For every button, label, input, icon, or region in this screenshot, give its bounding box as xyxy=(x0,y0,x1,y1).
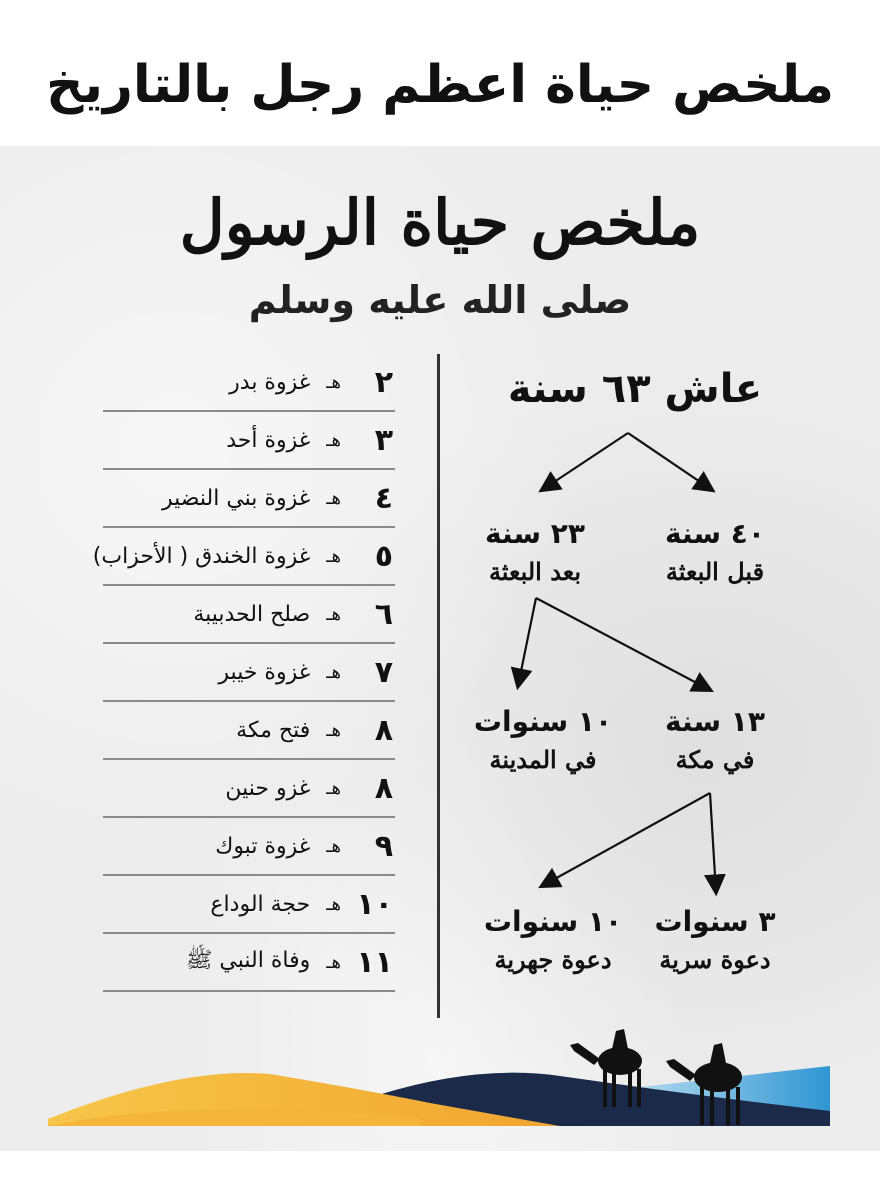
node-medina xyxy=(468,702,618,778)
timeline-year: ٤ xyxy=(374,480,393,516)
hijri-unit: هـ xyxy=(326,487,341,509)
timeline-year: ٢ xyxy=(374,364,393,400)
hijri-unit: هـ xyxy=(326,661,341,683)
page-title: ملخص حياة اعظم رجل بالتاريخ xyxy=(45,55,835,115)
hijri-unit: هـ xyxy=(326,951,341,973)
hijri-unit: هـ xyxy=(326,777,341,799)
timeline-event: غزو حنين xyxy=(225,775,311,801)
hijri-unit: هـ xyxy=(326,371,341,393)
timeline-year: ٥ xyxy=(374,538,393,574)
poster-title: ملخص حياة الرسول xyxy=(179,186,701,259)
hijri-unit: هـ xyxy=(326,545,341,567)
node-years: ٣ سنوات xyxy=(654,905,776,938)
hijri-unit: هـ xyxy=(326,719,341,741)
node-label: دعوة جهرية xyxy=(494,945,612,974)
node-label: بعد البعثة xyxy=(488,557,582,586)
timeline-event: غزوة بني النضير xyxy=(162,485,311,511)
timeline-event: غزوة الخندق ( الأحزاب) xyxy=(92,543,311,569)
timeline-event: فتح مكة xyxy=(236,717,311,743)
node-before-prophethood xyxy=(650,514,780,590)
node-years: ٢٣ سنة xyxy=(485,517,585,550)
arrow-to-mecca xyxy=(536,598,710,690)
node-after-prophethood xyxy=(470,514,600,590)
node-years: ٤٠ سنة xyxy=(665,517,765,550)
arrow-to-secret xyxy=(710,793,716,892)
node-secret-call xyxy=(645,902,785,978)
timeline-year: ٨ xyxy=(374,712,393,748)
timeline-event: غزوة بدر xyxy=(229,369,311,395)
node-label: قبل البعثة xyxy=(665,557,765,586)
node-years: ١٠ سنوات xyxy=(473,705,613,738)
node-label: في المدينة xyxy=(489,745,597,774)
timeline-event: غزوة تبوك xyxy=(215,833,311,859)
node-mecca xyxy=(650,702,780,778)
node-years: ١٣ سنة xyxy=(665,705,765,738)
hijri-unit: هـ xyxy=(326,603,341,625)
hijri-unit: هـ xyxy=(326,835,341,857)
timeline-event: غزوة أحد xyxy=(226,427,311,453)
timeline-year: ٦ xyxy=(374,596,393,632)
arrow-to-after xyxy=(542,433,628,490)
node-label: دعوة سرية xyxy=(659,945,771,974)
timeline-event: صلح الحدبيبة xyxy=(193,601,311,627)
arrow-to-medina xyxy=(518,598,536,686)
desert-illustration xyxy=(0,1001,880,1151)
timeline-year: ١٠ xyxy=(356,886,393,922)
timeline-year: ١١ xyxy=(356,944,393,980)
lifespan-heading: عاش ٦٣ سنة xyxy=(507,366,763,412)
arrow-to-public xyxy=(542,793,710,886)
timeline-event: غزوة خيبر xyxy=(218,659,311,685)
node-label: في مكة xyxy=(675,745,755,774)
hijri-unit: هـ xyxy=(326,893,341,915)
arrow-to-before xyxy=(628,433,712,490)
hijri-unit: هـ xyxy=(326,429,341,451)
timeline-year: ٨ xyxy=(374,770,393,806)
node-public-call xyxy=(478,902,628,978)
timeline-year: ٧ xyxy=(374,654,393,690)
node-years: ١٠ سنوات xyxy=(483,905,623,938)
timeline-year: ٩ xyxy=(374,828,393,864)
poster-subtitle: صلى الله عليه وسلم xyxy=(248,278,632,322)
poster xyxy=(0,146,880,1151)
timeline-event: وفاة النبي ﷺ xyxy=(185,948,311,973)
timeline-year: ٣ xyxy=(374,422,393,458)
timeline-event: حجة الوداع xyxy=(210,891,311,917)
